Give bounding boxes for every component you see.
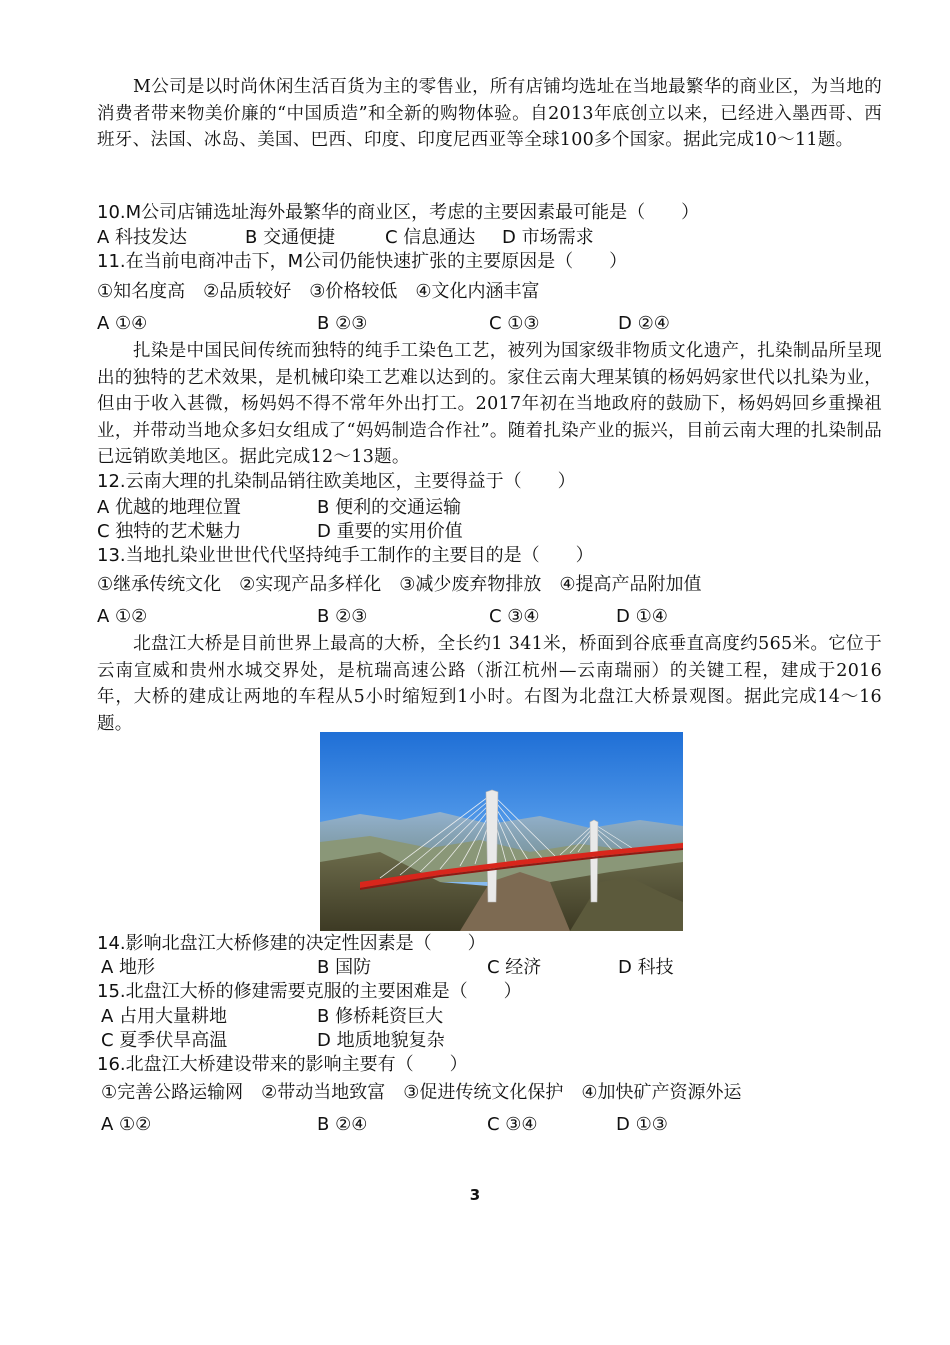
passage-m-company	[97, 74, 882, 154]
option-b: B 国防	[317, 957, 372, 978]
question-13-items: ①继承传统文化 ②实现产品多样化 ③减少废弃物排放 ④提高产品附加值	[97, 574, 702, 595]
option-c: C ③④	[487, 1114, 538, 1135]
question-15-options-row1	[97, 1005, 897, 1029]
question-14-options	[97, 956, 897, 980]
question-15-options-row2	[97, 1029, 897, 1053]
option-c: C 夏季伏旱高温	[101, 1030, 228, 1051]
question-13-stem: 13.当地扎染业世世代代坚持纯手工制作的主要目的是（ ）	[97, 545, 594, 566]
option-d: D 重要的实用价值	[317, 521, 463, 542]
option-c: C 经济	[487, 957, 542, 978]
option-a: A 优越的地理位置	[97, 497, 242, 518]
option-b: B 修桥耗资巨大	[317, 1006, 444, 1027]
option-c: C ③④	[489, 606, 540, 627]
option-d: D 市场需求	[502, 227, 594, 248]
passage-text: 扎染是中国民间传统而独特的纯手工染色工艺，被列为国家级非物质文化遗产，扎染制品所呈现出的独特的艺术效果，是机械印染工艺难以达到的。家住云南大理某镇的杨妈妈家世代以扎染为业，但由于收入甚微，杨妈妈不得不常年外出打工。2017年初在当地政府的鼓励下，杨妈妈回乡重操祖业，并带动当地众多妇女组成了“妈妈制造合作社”。随着扎染产业的振兴，目前云南大理的扎染制品已远销欧美地区。据此完成12～13题。	[97, 341, 882, 467]
option-b: B ②③	[317, 606, 368, 627]
question-12-options-row2	[97, 520, 897, 544]
option-a: A 占用大量耕地	[101, 1006, 228, 1027]
option-a: A ①④	[97, 313, 148, 334]
option-a: A ①②	[97, 606, 148, 627]
option-c: C 信息通达	[385, 227, 476, 248]
option-a: A 科技发达	[97, 227, 188, 248]
question-11-items: ①知名度高 ②品质较好 ③价格较低 ④文化内涵丰富	[97, 281, 540, 302]
question-10-options	[97, 226, 897, 250]
option-d: D 地质地貌复杂	[317, 1030, 445, 1051]
option-b: B ②③	[317, 313, 368, 334]
page-number: 3	[469, 1186, 481, 1204]
question-10-stem: 10.M公司店铺选址海外最繁华的商业区，考虑的主要因素最可能是（ ）	[97, 202, 700, 223]
option-b: B 交通便捷	[245, 227, 336, 248]
question-16-stem: 16.北盘江大桥建设带来的影响主要有（ ）	[97, 1054, 468, 1075]
question-16-items: ①完善公路运输网 ②带动当地致富 ③促进传统文化保护 ④加快矿产资源外运	[101, 1082, 742, 1103]
question-13-options	[97, 605, 897, 629]
option-d: D ①④	[616, 606, 668, 627]
passage-text: 北盘江大桥是目前世界上最高的大桥，全长约1 341米，桥面到谷底垂直高度约565米。它位于云南宣威和贵州水城交界处，是杭瑞高速公路（浙江杭州—云南瑞丽）的关键工程，建成于2016年，大桥的建成让两地的车程从5小时缩短到1小时。右图为北盘江大桥景观图。据此完成14～16题。	[97, 634, 882, 734]
question-11-stem: 11.在当前电商冲击下，M公司仍能快速扩张的主要原因是（ ）	[97, 251, 628, 272]
question-16-options	[97, 1113, 897, 1137]
option-d: D ①③	[616, 1114, 668, 1135]
option-b: B 便利的交通运输	[317, 497, 462, 518]
option-a: A 地形	[101, 957, 156, 978]
bridge-photo	[320, 732, 683, 931]
question-11-options	[97, 312, 897, 336]
question-15-stem: 15.北盘江大桥的修建需要克服的主要困难是（ ）	[97, 981, 522, 1002]
question-12-options-row1	[97, 496, 897, 520]
option-d: D 科技	[618, 957, 674, 978]
question-14-stem: 14.影响北盘江大桥修建的决定性因素是（ ）	[97, 933, 486, 954]
question-12-stem: 12.云南大理的扎染制品销往欧美地区，主要得益于（ ）	[97, 471, 576, 492]
passage-beipanjiang-bridge	[97, 631, 882, 737]
passage-tie-dye	[97, 338, 882, 471]
option-a: A ①②	[101, 1114, 152, 1135]
option-c: C 独特的艺术魅力	[97, 521, 242, 542]
option-d: D ②④	[618, 313, 670, 334]
passage-text: M公司是以时尚休闲生活百货为主的零售业，所有店铺均选址在当地最繁华的商业区，为当地的消费者带来物美价廉的“中国质造”和全新的购物体验。自2013年底创立以来，已经进入墨西哥、西班牙、法国、冰岛、美国、巴西、印度、印度尼西亚等全球100多个国家。据此完成10～11题。	[97, 77, 882, 150]
option-b: B ②④	[317, 1114, 368, 1135]
option-c: C ①③	[489, 313, 540, 334]
